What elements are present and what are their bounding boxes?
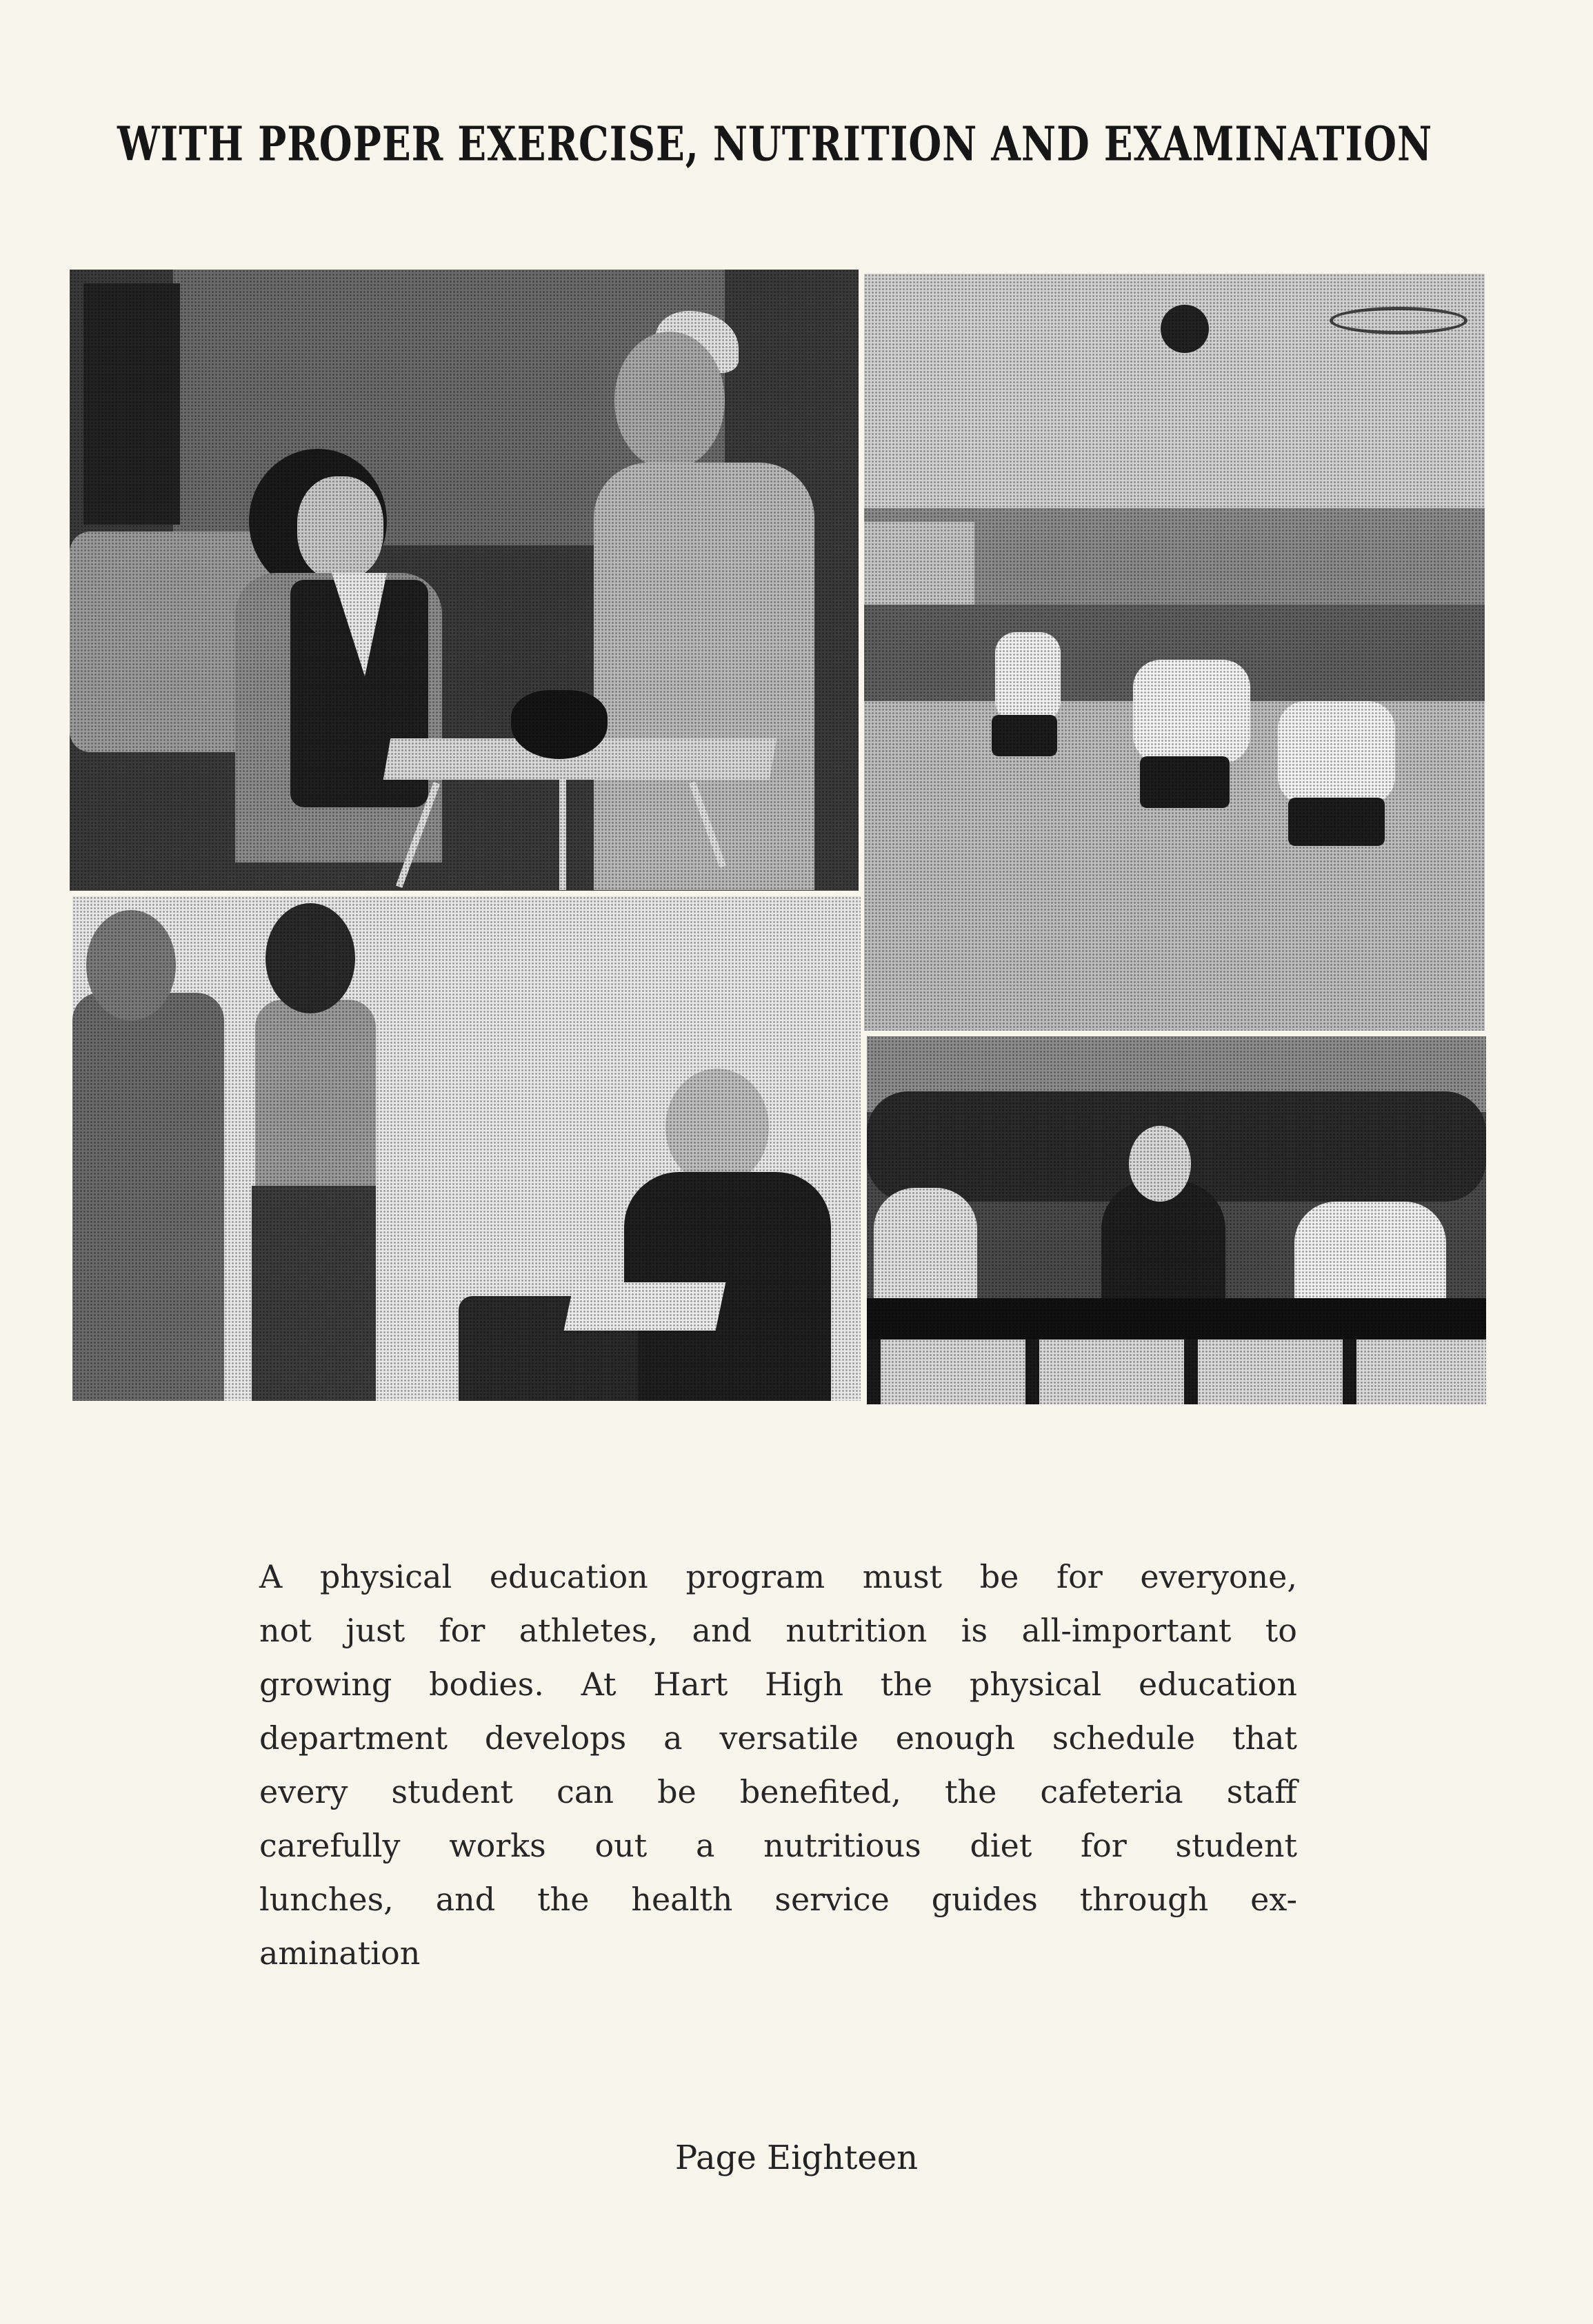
body-line: carefully works out a nutritious diet for student	[259, 1827, 1297, 1864]
page-title: WITH PROPER EXERCISE, NUTRITION AND EXAMINATION	[117, 116, 1433, 172]
body-line: A physical education program must be for everyone,	[259, 1558, 1297, 1595]
player-shirt	[1133, 660, 1250, 763]
boy-head	[266, 903, 355, 1013]
photo-girls-basketball	[864, 274, 1485, 1031]
page-number: Page Eighteen	[674, 2139, 919, 2177]
player-shorts	[1288, 798, 1385, 846]
girl-right	[1294, 1202, 1446, 1312]
dark-window	[83, 283, 180, 525]
chairs	[867, 1340, 1486, 1404]
body-line: growing bodies. At Hart High the physical education	[259, 1666, 1297, 1703]
basketball-hoop	[1330, 307, 1467, 334]
doctor-head	[86, 910, 176, 1020]
player-shirt	[1278, 701, 1395, 805]
table	[867, 1298, 1486, 1340]
photo-cafeteria-lunch	[867, 1036, 1486, 1404]
student-face	[297, 476, 383, 580]
basketball	[1161, 305, 1209, 353]
photo-nurse-serving-student	[70, 270, 859, 891]
papers	[564, 1282, 726, 1331]
boy-jeans	[252, 1186, 376, 1401]
girl-left	[874, 1188, 977, 1305]
doctor-body	[72, 993, 224, 1401]
player-shirt	[995, 632, 1061, 722]
girl-center-face	[1129, 1126, 1191, 1202]
player-shorts	[1140, 756, 1230, 808]
body-line: lunches, and the health service guides through ex-	[259, 1881, 1297, 1918]
boy-torso	[255, 1000, 376, 1193]
table-leg	[559, 780, 566, 890]
body-paragraph	[259, 1550, 1297, 1980]
photo-medical-examination	[72, 896, 861, 1401]
player-shorts	[992, 715, 1057, 756]
teapot	[511, 690, 608, 759]
body-line: not just for athletes, and nutrition is all-important to	[259, 1612, 1297, 1649]
body-line: department develops a versatile enough schedule that	[259, 1719, 1297, 1757]
body-line: amination	[259, 1934, 421, 1972]
body-line: every student can be benefited, the cafeteria staff	[259, 1773, 1297, 1810]
building-light	[864, 522, 974, 605]
nurse-head	[614, 332, 725, 469]
woman-head	[665, 1069, 769, 1186]
